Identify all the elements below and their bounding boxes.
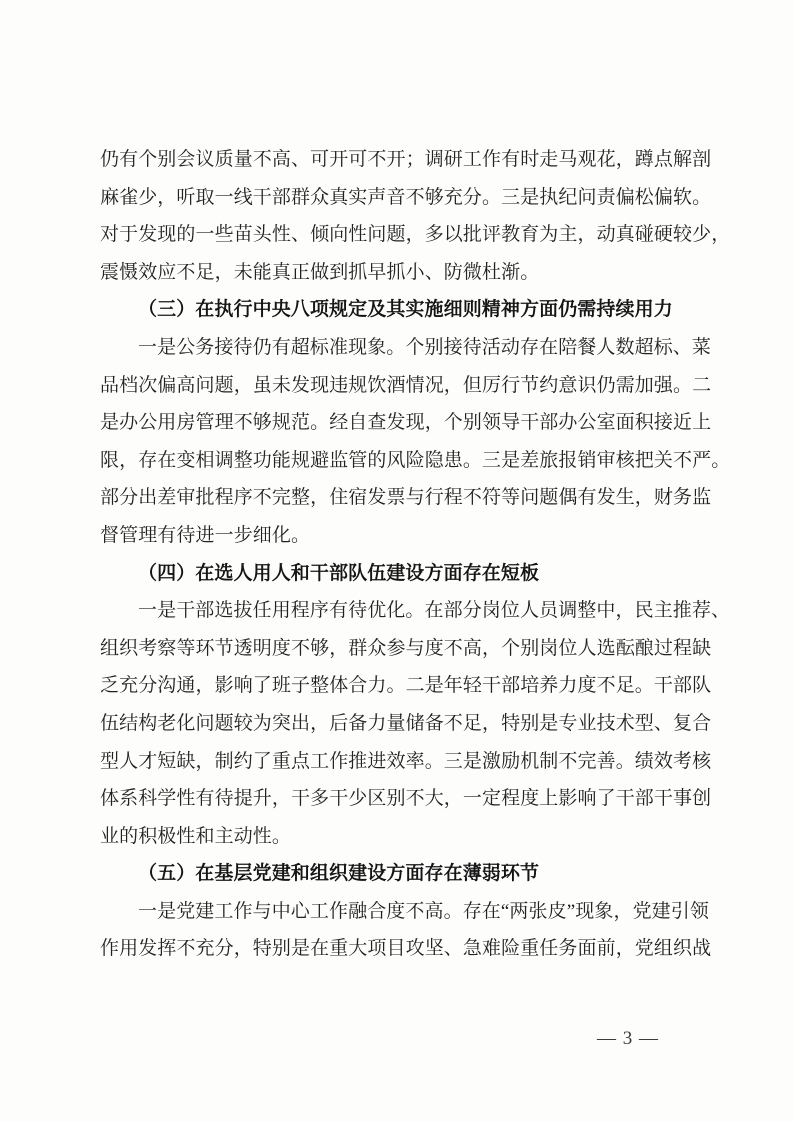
paragraph-line: 仍有个别会议质量不高、可开可不开；调研工作有时走马观花，蹲点解剖 [100, 149, 712, 170]
paragraph-line: 组织考察等环节透明度不够，群众参与度不高，个别岗位人选酝酿过程缺 [100, 637, 712, 659]
section-heading-3: （三）在执行中央八项规定及其实施细则精神方面仍需持续用力 [138, 299, 673, 321]
paragraph-line: 乏充分沟通，影响了班子整体合力。二是年轻干部培养力度不足。干部队 [100, 675, 712, 697]
paragraph-line: 对于发现的一些苗头性、倾向性问题，多以批评教育为主，动真碰硬较少， [100, 224, 731, 246]
paragraph-line: 震慑效应不足，未能真正做到抓早抓小、防微杜渐。 [100, 261, 540, 283]
paragraph-line: 一是党建工作与中心工作融合度不高。存在“两张皮”现象，党建引领 [138, 900, 709, 922]
paragraph-line: 一是公务接待仍有超标准现象。个别接待活动存在陪餐人数超标、菜 [138, 336, 712, 358]
paragraph-line: 麻雀少，听取一线干部群众真实声音不够充分。三是执纪问责偏松偏软。 [100, 186, 712, 208]
paragraph-line: 一是干部选拔任用程序有待优化。在部分岗位人员调整中，民主推荐、 [138, 600, 731, 622]
paragraph-line: 业的积极性和主动性。 [100, 825, 292, 847]
paragraph-line: 品档次偏高问题，虽未发现违规饮酒情况，但厉行节约意识仍需加强。二 [100, 374, 712, 396]
page-number: — 3 — [597, 1028, 659, 1049]
paragraph-line: 督管理有待进一步细化。 [100, 524, 311, 546]
paragraph-line: 部分出差审批程序不完整，住宿发票与行程不符等问题偶有发生，财务监 [100, 487, 712, 509]
paragraph-line: 限，存在变相调整功能规避监管的风险隐患。三是差旅报销审核把关不严。 [100, 449, 731, 471]
section-heading-4: （四）在选人用人和干部队伍建设方面存在短板 [138, 562, 540, 584]
section-heading-5: （五）在基层党建和组织建设方面存在薄弱环节 [138, 863, 540, 885]
document-body [100, 141, 731, 968]
paragraph-line: 体系科学性有待提升，干多干少区别不大，一定程度上影响了干部干事创 [100, 788, 712, 810]
paragraph-line: 作用发挥不充分，特别是在重大项目攻坚、急难险重任务面前，党组织战 [100, 938, 712, 960]
paragraph-line: 伍结构老化问题较为突出，后备力量储备不足，特别是专业技术型、复合 [100, 712, 712, 734]
paragraph-line: 是办公用房管理不够规范。经自查发现，个别领导干部办公室面积接近上 [100, 412, 712, 434]
paragraph-line: 型人才短缺，制约了重点工作推进效率。三是激励机制不完善。绩效考核 [100, 750, 712, 772]
